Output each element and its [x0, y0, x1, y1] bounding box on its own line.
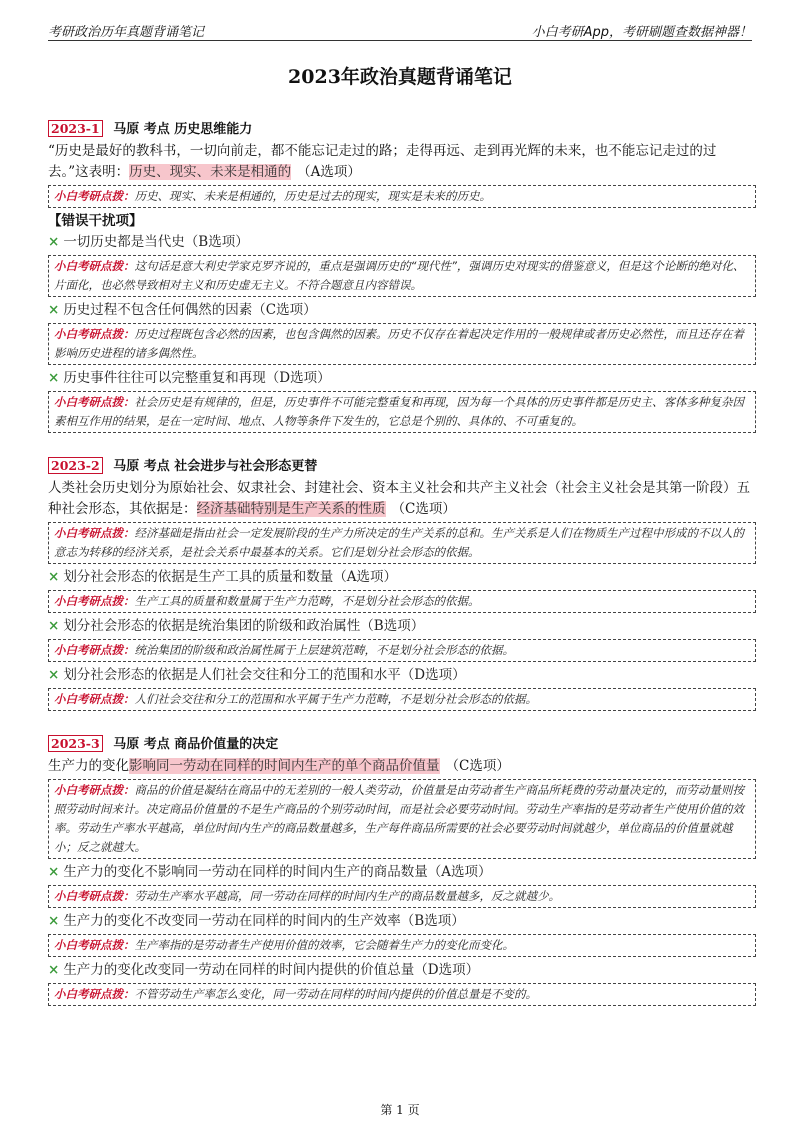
- question-section: [48, 455, 756, 711]
- distractor-text: 历史过程不包含任何偶然的因素（C选项）: [63, 302, 317, 318]
- section-heading: [48, 733, 756, 752]
- cross-icon: ×: [48, 962, 60, 978]
- correct-answer-highlight: 历史、现实、未来是相通的: [129, 164, 292, 180]
- tip-text: 历史、现实、未来是相通的，历史是过去的现实，现实是未来的历史。: [134, 189, 491, 203]
- tip-text: 生产工具的质量和数量属于生产力范畴，不是划分社会形态的依据。: [134, 594, 480, 608]
- distractor-item: [48, 300, 756, 321]
- header-left-text: 考研政治历年真题背诵笔记: [48, 25, 205, 40]
- notes-content: [48, 118, 756, 1028]
- tip-label: 小白考研点拨：: [54, 594, 135, 608]
- distractor-text: 划分社会形态的依据是生产工具的质量和数量（A选项）: [63, 569, 398, 585]
- answer-option: （A选项）: [297, 164, 361, 180]
- tip-label: 小白考研点拨：: [54, 526, 135, 540]
- tip-text: 劳动生产率水平越高，同一劳动在同样的时间内生产的商品数量越多，反之就越少。: [134, 889, 560, 903]
- tip-box: [48, 885, 756, 908]
- tip-text: 生产率指的是劳动者生产使用价值的效率，它会随着生产力的变化而变化。: [134, 938, 514, 952]
- cross-icon: ×: [48, 864, 60, 880]
- distractor-item: [48, 960, 756, 981]
- tip-box: [48, 688, 756, 711]
- distractor-text: 生产力的变化不影响同一劳动在同样的时间内生产的商品数量（A选项）: [63, 864, 492, 880]
- question-tag: 2023-1: [48, 120, 103, 137]
- cross-icon: ×: [48, 370, 60, 386]
- tip-box: [48, 983, 756, 1006]
- answer-option: （C选项）: [445, 758, 510, 774]
- tip-box: [48, 185, 756, 208]
- question-section: [48, 733, 756, 1006]
- correct-answer-highlight: 经济基础特别是生产关系的性质: [196, 501, 386, 517]
- tip-text: 这句话是意大利史学家克罗齐说的，重点是强调历史的“现代性”，强调历史对现实的借鉴意义，但是这个论断的绝对化、片面化，也必然导致相对主义和历史虚无主义。不符合题意且内容错误。: [54, 259, 745, 292]
- stem-text: “历史是最好的教科书，一切向前走，都不能忘记走过的路；走得再远、走到再光辉的未来，也不能忘记走过的过去。”这表明：: [48, 143, 717, 180]
- distractor-item: [48, 232, 756, 253]
- tip-label: 小白考研点拨：: [54, 783, 135, 797]
- distractor-text: 划分社会形态的依据是人们社会交往和分工的范围和水平（D选项）: [63, 667, 466, 683]
- distractor-item: [48, 911, 756, 932]
- distractor-text: 划分社会形态的依据是统治集团的阶级和政治属性（B选项）: [63, 618, 425, 634]
- tip-label: 小白考研点拨：: [54, 692, 135, 706]
- cross-icon: ×: [48, 234, 60, 250]
- question-stem: [48, 478, 756, 520]
- cross-icon: ×: [48, 618, 60, 634]
- distractor-item: [48, 368, 756, 389]
- stem-text: 生产力的变化: [48, 758, 129, 774]
- question-stem: [48, 141, 756, 183]
- section-heading: [48, 455, 756, 474]
- distractor-text: 历史事件往往可以完整重复和再现（D选项）: [63, 370, 331, 386]
- question-tag: 2023-3: [48, 735, 103, 752]
- distractor-item: [48, 665, 756, 686]
- page-number: 第 1 页: [380, 1103, 420, 1117]
- cross-icon: ×: [48, 913, 60, 929]
- distractor-item: [48, 862, 756, 883]
- tip-label: 小白考研点拨：: [54, 259, 135, 273]
- section-topic: 马原 考点 商品价值量的决定: [113, 737, 279, 752]
- cross-icon: ×: [48, 569, 60, 585]
- question-section: [48, 118, 756, 433]
- tip-label: 小白考研点拨：: [54, 395, 135, 409]
- answer-option: （C选项）: [391, 501, 456, 517]
- tip-label: 小白考研点拨：: [54, 327, 135, 341]
- tip-box: [48, 590, 756, 613]
- tip-box: [48, 934, 756, 957]
- distractor-text: 一切历史都是当代史（B选项）: [63, 234, 249, 250]
- tip-label: 小白考研点拨：: [54, 189, 135, 203]
- distractor-text: 生产力的变化改变同一劳动在同样的时间内提供的价值总量（D选项）: [63, 962, 480, 978]
- page-title: 2023年政治真题背诵笔记: [288, 66, 512, 88]
- cross-icon: ×: [48, 667, 60, 683]
- tip-box: [48, 639, 756, 662]
- tip-text: 统治集团的阶级和政治属性属于上层建筑范畴，不是划分社会形态的依据。: [134, 643, 514, 657]
- question-stem: [48, 756, 756, 777]
- tip-text: 人们社会交往和分工的范围和水平属于生产力范畴，不是划分社会形态的依据。: [134, 692, 537, 706]
- tip-box: [48, 391, 756, 433]
- tip-label: 小白考研点拨：: [54, 643, 135, 657]
- tip-text: 社会历史是有规律的，但是，历史事件不可能完整重复和再现，因为每一个具体的历史事件都是历史主、客体多种复杂因素相互作用的结果，是在一定时间、地点、人物等条件下发生的，它总是个别的、具体的、不可重复的。: [54, 395, 744, 428]
- tip-text: 不管劳动生产率怎么变化，同一劳动在同样的时间内提供的价值总量是不变的。: [134, 987, 537, 1001]
- section-heading: [48, 118, 756, 137]
- tip-box: [48, 255, 756, 297]
- tip-text: 商品的价值是凝结在商品中的无差别的一般人类劳动，价值量是由劳动者生产商品所耗费的劳动量决定的，而劳动量则按照劳动时间来计。决定商品价值量的不是生产商品的个别劳动时间，而是社会必要劳动时间。劳动生产率指的是劳动者生产使用价值的效率。劳动生产率水平越高，单位时间内生产的商品数量越多，生产每件商品所需要的社会必要劳动时间就越少，单位商品的价值量就越小；反之就越大。: [54, 783, 744, 854]
- stem-text: 人类社会历史划分为原始社会、奴隶社会、封建社会、资本主义社会和共产主义社会（社会主义社会是其第一阶段）五种社会形态，其依据是：: [48, 480, 750, 517]
- section-topic: 马原 考点 社会进步与社会形态更替: [113, 459, 318, 474]
- distractor-label: 【错误干扰项】: [48, 213, 143, 229]
- distractor-text: 生产力的变化不改变同一劳动在同样的时间内的生产效率（B选项）: [63, 913, 465, 929]
- header-right-text: 小白考研App，考研刷题查数据神器！: [531, 25, 752, 40]
- tip-label: 小白考研点拨：: [54, 938, 135, 952]
- tip-box: [48, 522, 756, 564]
- tip-label: 小白考研点拨：: [54, 987, 135, 1001]
- tip-text: 历史过程既包含必然的因素，也包含偶然的因素。历史不仅存在着起决定作用的一般规律或者历史必然性，而且还存在着影响历史进程的诸多偶然性。: [54, 327, 744, 360]
- page-header: [48, 18, 752, 41]
- distractor-item: [48, 616, 756, 637]
- tip-box: [48, 323, 756, 365]
- correct-answer-highlight: 影响同一劳动在同样的时间内生产的单个商品价值量: [129, 758, 440, 774]
- distractor-item: [48, 567, 756, 588]
- section-topic: 马原 考点 历史思维能力: [113, 122, 253, 137]
- tip-text: 经济基础是指由社会一定发展阶段的生产力所决定的生产关系的总和。生产关系是人们在物质生产过程中形成的不以人的意志为转移的经济关系，是社会关系中最基本的关系。它们是划分社会形态的依据。: [54, 526, 744, 559]
- tip-label: 小白考研点拨：: [54, 889, 135, 903]
- question-tag: 2023-2: [48, 457, 103, 474]
- cross-icon: ×: [48, 302, 60, 318]
- tip-box: [48, 779, 756, 859]
